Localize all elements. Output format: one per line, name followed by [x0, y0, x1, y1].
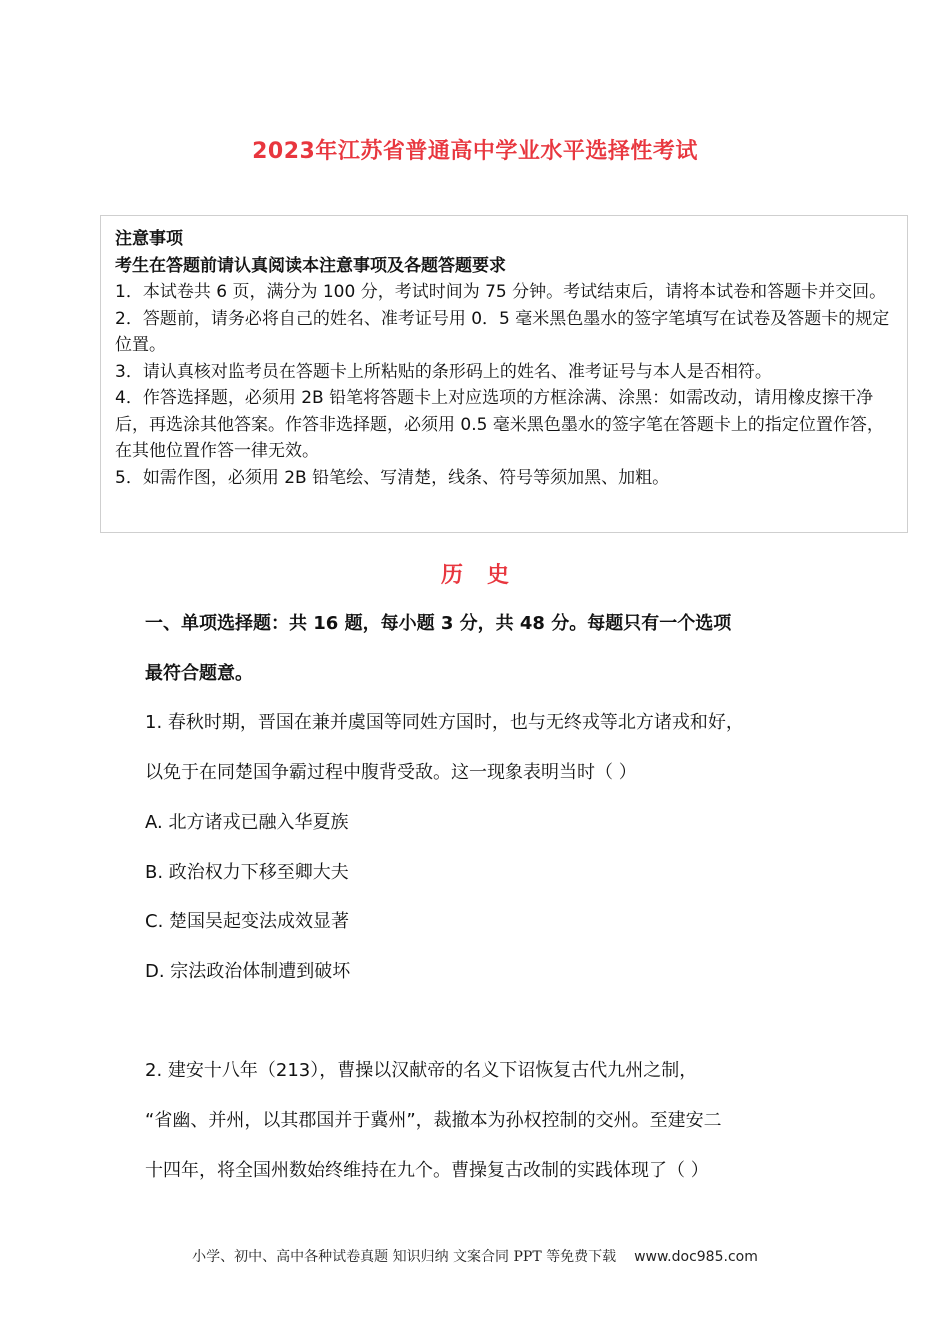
question-2-line2: “省幽、并州，以其郡国并于冀州”，裁撤本为孙权控制的交州。至建安二 [145, 1110, 722, 1131]
exam-title: 2023年江苏省普通高中学业水平选择性考试 [252, 139, 698, 164]
question-1-option-c: C. 楚国吴起变法成效显著 [145, 911, 350, 932]
notice-item: 1．本试卷共 6 页，满分为 100 分，考试时间为 75 分钟。考试结束后，请将本试卷和答题卡并交回。 [115, 282, 887, 302]
question-1-option-a: A. 北方诸戎已融入华夏族 [145, 812, 349, 833]
question-1-line1: 1. 春秋时期，晋国在兼并虞国等同姓方国时，也与无终戎等北方诸戎和好， [145, 712, 744, 733]
notice-item: 5．如需作图，必须用 2B 铅笔绘、写清楚，线条、符号等须加黑、加粗。 [115, 467, 670, 488]
section-heading-line2: 最符合题意。 [145, 663, 253, 684]
notice-item: 3．请认真核对监考员在答题卡上所粘贴的条形码上的姓名、准考证号与本人是否相符。 [115, 361, 772, 382]
notice-item: 4．作答选择题，必须用 2B 铅笔将答题卡上对应选项的方框涂满、涂黑：如需改动，请用橡皮擦干净后，再选涂其他答案。作答非选择题，必须用 0.5 毫米黑色墨水的签字笔在答题卡上的指定位置作答，在其他位置作答一律无效。 [115, 388, 884, 461]
footer-text: 小学、初中、高中各种试卷真题 知识归纳 文案合同 PPT 等免费下载 [192, 1249, 617, 1265]
question-1-option-d: D. 宗法政治体制遭到破坏 [145, 961, 351, 982]
footer [0, 1246, 950, 1266]
subject-title: 历史 [440, 563, 533, 588]
question-1-line2: 以免于在同楚国争霸过程中腹背受敌。这一现象表明当时（ ） [145, 762, 637, 783]
notice-item: 2．答题前，请务必将自己的姓名、准考证号用 0．5 毫米黑色墨水的签字笔填写在试卷及答题卡的规定位置。 [115, 308, 890, 355]
notice-heading: 注意事项 [115, 229, 183, 249]
question-2-line1: 2. 建安十八年（213），曹操以汉献帝的名义下诏恢复古代九州之制， [145, 1060, 698, 1081]
question-1-option-b: B. 政治权力下移至卿大夫 [145, 862, 349, 883]
question-2-line3: 十四年，将全国州数始终维持在九个。曹操复古改制的实践体现了（ ） [145, 1160, 709, 1181]
notice-box [100, 215, 908, 533]
notice-subheading: 考生在答题前请认真阅读本注意事项及各题答题要求 [115, 255, 506, 276]
section-heading-line1: 一、单项选择题：共 16 题，每小题 3 分，共 48 分。每题只有一个选项 [145, 613, 732, 634]
footer-url[interactable]: www.doc985.com [634, 1249, 758, 1265]
